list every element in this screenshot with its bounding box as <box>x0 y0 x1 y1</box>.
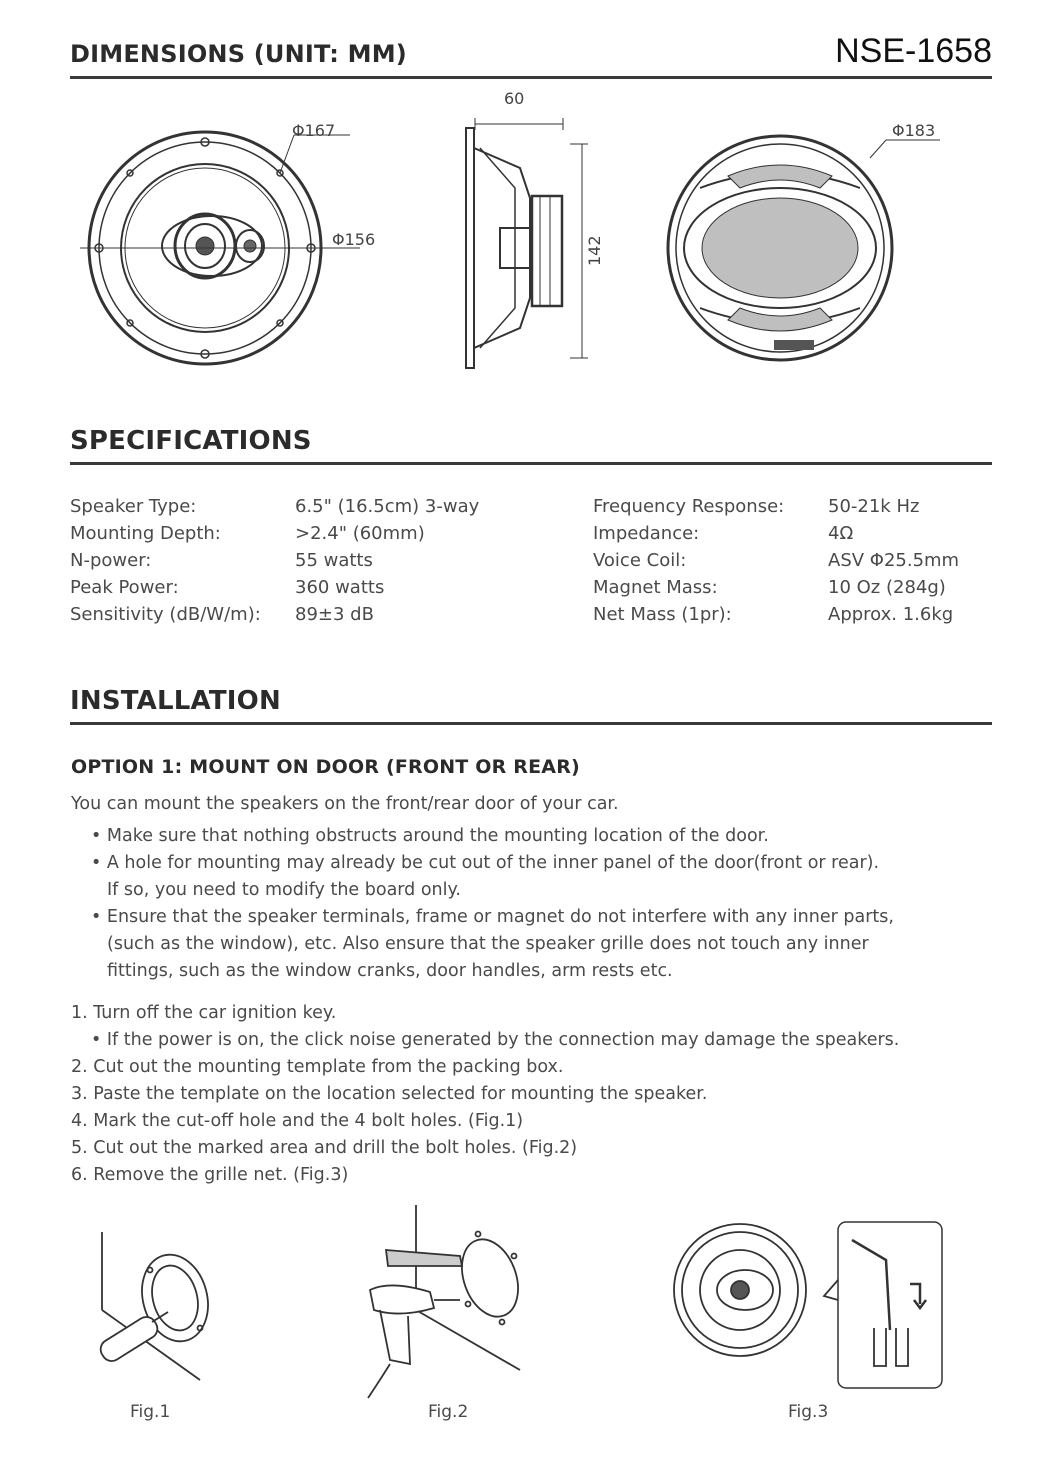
dimensions-rule <box>70 76 992 79</box>
installation-figures <box>90 1200 960 1400</box>
spec-value: 89±3 dB <box>295 604 374 625</box>
spec-value: 360 watts <box>295 577 385 598</box>
spec-value: Approx. 1.6kg <box>828 604 954 625</box>
speaker-side-view <box>466 118 588 368</box>
fig3-caption: Fig.3 <box>788 1402 829 1422</box>
fig2-illustration <box>368 1205 528 1398</box>
step-item: 3. Paste the template on the location selected for mounting the speaker. <box>71 1084 708 1104</box>
depth-label: 60 <box>504 89 525 108</box>
spec-label: Voice Coil: <box>593 550 687 571</box>
spec-label: Sensitivity (dB/W/m): <box>70 604 261 625</box>
spec-label: Frequency Response: <box>593 496 785 517</box>
step-item: 4. Mark the cut-off hole and the 4 bolt holes. (Fig.1) <box>71 1111 524 1131</box>
step-item: 2. Cut out the mounting template from the packing box. <box>71 1057 564 1077</box>
spec-value: 4Ω <box>828 523 854 544</box>
fig1-illustration <box>97 1232 217 1380</box>
cutout-diameter-label: Φ156 <box>332 230 376 249</box>
speaker-front-view <box>80 132 360 364</box>
spec-label: N-power: <box>70 550 152 571</box>
spec-label: Net Mass (1pr): <box>593 604 732 625</box>
outer-diameter-label: Φ167 <box>292 121 336 140</box>
model-number: NSE-1658 <box>835 32 992 70</box>
spec-value: 6.5" (16.5cm) 3-way <box>295 496 480 517</box>
intro-text: You can mount the speakers on the front/rear door of your car. <box>71 794 619 814</box>
spec-label: Magnet Mass: <box>593 577 718 598</box>
specifications-title: SPECIFICATIONS <box>70 426 312 456</box>
bullet-item: • A hole for mounting may already be cut out of the inner panel of the door(front or rear). <box>91 853 880 873</box>
bullet-item-continued: (such as the window), etc. Also ensure that the speaker grille does not touch any inner <box>107 934 869 954</box>
bullet-item-continued: If so, you need to modify the board only. <box>107 880 461 900</box>
speaker-grille-view <box>668 136 940 360</box>
installation-rule <box>70 722 992 725</box>
spec-label: Mounting Depth: <box>70 523 221 544</box>
spec-value: 50-21k Hz <box>828 496 920 517</box>
step-item: 5. Cut out the marked area and drill the bolt holes. (Fig.2) <box>71 1138 578 1158</box>
spec-value: 10 Oz (284g) <box>828 577 946 598</box>
spec-value: ASV Φ25.5mm <box>828 550 960 571</box>
dimension-drawings <box>60 88 1000 388</box>
spec-label: Impedance: <box>593 523 700 544</box>
fig2-caption: Fig.2 <box>428 1402 469 1422</box>
option-title: OPTION 1: MOUNT ON DOOR (FRONT OR REAR) <box>71 756 580 778</box>
step-note: • If the power is on, the click noise generated by the connection may damage the speakers. <box>91 1030 900 1050</box>
step-item: 6. Remove the grille net. (Fig.3) <box>71 1165 349 1185</box>
installation-title: INSTALLATION <box>70 686 281 716</box>
bullet-item: • Make sure that nothing obstructs around the mounting location of the door. <box>91 826 769 846</box>
spec-label: Peak Power: <box>70 577 179 598</box>
specifications-rule <box>70 462 992 465</box>
spec-value: 55 watts <box>295 550 373 571</box>
fig1-caption: Fig.1 <box>130 1402 171 1422</box>
dimensions-title: DIMENSIONS (UNIT: MM) <box>70 40 407 68</box>
grille-diameter-label: Φ183 <box>892 121 936 140</box>
bullet-item-continued: fittings, such as the window cranks, door handles, arm rests etc. <box>107 961 673 981</box>
step-item: 1. Turn off the car ignition key. <box>71 1003 337 1023</box>
spec-value: >2.4" (60mm) <box>295 523 425 544</box>
spec-label: Speaker Type: <box>70 496 197 517</box>
bullet-item: • Ensure that the speaker terminals, frame or magnet do not interfere with any inner parts, <box>91 907 894 927</box>
fig3-illustration <box>674 1222 942 1388</box>
height-label: 142 <box>585 235 604 266</box>
